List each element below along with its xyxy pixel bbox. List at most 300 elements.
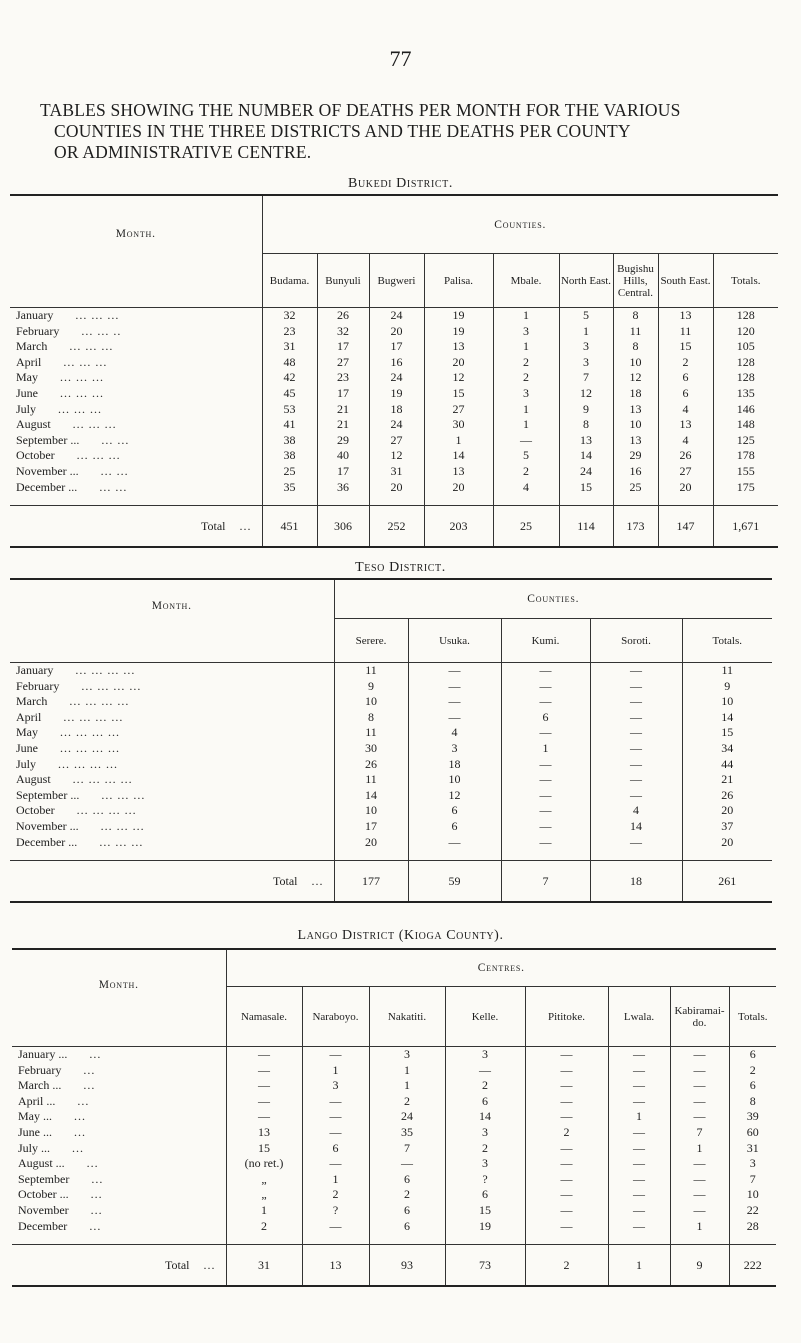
value-cell: 25	[493, 506, 559, 548]
value-cell: 1	[302, 1063, 369, 1079]
value-cell: 31	[262, 339, 317, 355]
spacer-cell	[658, 495, 713, 506]
value-cell: 17	[334, 819, 408, 835]
month-cell	[10, 339, 262, 355]
teso-month-header: Month.	[10, 579, 334, 663]
value-cell: 8	[613, 339, 658, 355]
value-cell: 6	[302, 1141, 369, 1157]
month-name: August	[16, 417, 51, 432]
value-cell: —	[670, 1063, 729, 1079]
value-cell: 12	[559, 386, 613, 402]
value-cell: 8	[559, 417, 613, 433]
value-cell: 15	[226, 1141, 302, 1157]
value-cell: —	[590, 741, 682, 757]
value-cell: 1	[493, 402, 559, 418]
value-cell: 173	[613, 506, 658, 548]
value-cell: —	[670, 1187, 729, 1203]
teso-col-header: Soroti.	[590, 619, 682, 663]
value-cell: 12	[613, 370, 658, 386]
value-cell: 48	[262, 355, 317, 371]
value-cell: 17	[317, 386, 369, 402]
page-heading	[40, 100, 780, 163]
leader-dots: ...	[83, 1062, 96, 1077]
value-cell: 17	[317, 464, 369, 480]
value-cell: —	[226, 1047, 302, 1063]
value-cell: —	[590, 835, 682, 851]
total-label: Total	[165, 1257, 190, 1272]
table-row	[10, 741, 772, 757]
leader-dots: ... ...	[100, 463, 129, 478]
value-cell: 21	[317, 417, 369, 433]
table-row	[10, 663, 772, 679]
value-cell: 39	[729, 1109, 776, 1125]
table-row	[12, 1187, 776, 1203]
lango-col-header: Namasale.	[226, 987, 302, 1047]
spacer-cell	[590, 850, 682, 861]
table-row	[10, 464, 778, 480]
month-name: January	[16, 663, 54, 677]
value-cell: —	[525, 1094, 608, 1110]
leader-dots: ... ... ... ...	[69, 694, 130, 709]
spacer-cell	[613, 495, 658, 506]
month-name: March	[16, 694, 48, 709]
teso-body	[10, 663, 772, 903]
value-cell: 3	[559, 339, 613, 355]
value-cell: 6	[408, 803, 501, 819]
teso-total-row	[10, 861, 772, 903]
month-cell	[10, 679, 334, 695]
value-cell: —	[525, 1109, 608, 1125]
lango-total-row	[12, 1245, 776, 1287]
value-cell: 203	[424, 506, 493, 548]
lango-col-header: Totals.	[729, 987, 776, 1047]
value-cell: 1	[369, 1063, 445, 1079]
value-cell: 20	[682, 803, 772, 819]
leader-dots: ... ... ...	[69, 339, 114, 354]
value-cell: 45	[262, 386, 317, 402]
value-cell: 7	[729, 1172, 776, 1188]
value-cell: 15	[424, 386, 493, 402]
month-cell	[10, 788, 334, 804]
spacer-cell	[369, 495, 424, 506]
table-row	[12, 1125, 776, 1141]
value-cell: 36	[317, 480, 369, 496]
value-cell: —	[608, 1047, 670, 1063]
month-name: February	[16, 678, 60, 693]
value-cell: 13	[658, 417, 713, 433]
month-name: January	[16, 308, 54, 322]
value-cell: 59	[408, 861, 501, 903]
lango-col-header: Nakatiti.	[369, 987, 445, 1047]
value-cell: 2	[525, 1125, 608, 1141]
table-row	[10, 480, 778, 496]
value-cell: 3	[445, 1156, 525, 1172]
table-row	[10, 788, 772, 804]
table-row	[12, 1063, 776, 1079]
value-cell: 2	[493, 370, 559, 386]
spacer-cell	[10, 850, 334, 861]
leader-dots: ...	[83, 1078, 96, 1093]
lango-col-header: Naraboyo.	[302, 987, 369, 1047]
value-cell: 27	[317, 355, 369, 371]
month-cell	[12, 1047, 226, 1063]
spacer-cell	[493, 495, 559, 506]
value-cell: 38	[262, 448, 317, 464]
value-cell: 1	[670, 1141, 729, 1157]
value-cell: —	[590, 757, 682, 773]
value-cell: 12	[424, 370, 493, 386]
value-cell: 20	[369, 480, 424, 496]
month-cell	[10, 819, 334, 835]
bukedi-col-header: Bunyuli	[317, 254, 369, 308]
leader-dots: ... ... ...	[99, 834, 144, 849]
value-cell: —	[408, 694, 501, 710]
value-cell: 6	[369, 1172, 445, 1188]
leader-dots: ... ... ... ...	[60, 725, 120, 740]
lango-table	[12, 948, 776, 1287]
leader-dots: ...	[90, 1202, 103, 1217]
month-cell	[10, 355, 262, 371]
value-cell: 42	[262, 370, 317, 386]
value-cell: 32	[262, 308, 317, 324]
value-cell: 3	[408, 741, 501, 757]
month-cell	[12, 1141, 226, 1157]
value-cell: 34	[682, 741, 772, 757]
value-cell: 29	[317, 433, 369, 449]
value-cell: 10	[334, 694, 408, 710]
value-cell: 25	[262, 464, 317, 480]
month-name: July	[16, 756, 37, 771]
leader-dots: ... ... ... ...	[58, 756, 119, 771]
value-cell: 8	[613, 308, 658, 324]
value-cell: —	[608, 1219, 670, 1235]
month-cell	[12, 1078, 226, 1094]
lango-caption: Lango District (Kioga County).	[297, 928, 504, 943]
value-cell: —	[590, 694, 682, 710]
table-row	[10, 710, 772, 726]
month-name: June	[16, 385, 38, 400]
value-cell: 6	[369, 1219, 445, 1235]
bukedi-caption: Bukedi District.	[348, 176, 453, 191]
value-cell: 6	[445, 1187, 525, 1203]
month-cell	[10, 663, 334, 679]
value-cell: 20	[424, 355, 493, 371]
value-cell: „	[226, 1172, 302, 1188]
month-cell	[12, 1109, 226, 1125]
value-cell: 120	[713, 324, 778, 340]
month-cell	[12, 1156, 226, 1172]
value-cell: —	[302, 1109, 369, 1125]
leader-dots: ...	[86, 1156, 99, 1171]
value-cell: 2	[525, 1245, 608, 1287]
value-cell: —	[226, 1063, 302, 1079]
table-row	[10, 448, 778, 464]
value-cell: 3	[559, 355, 613, 371]
month-name: May	[16, 370, 38, 385]
month-name: October ...	[18, 1187, 69, 1202]
value-cell: 23	[262, 324, 317, 340]
spacer-cell	[424, 495, 493, 506]
month-name: November ...	[16, 463, 79, 478]
value-cell: —	[670, 1047, 729, 1063]
value-cell: —	[590, 710, 682, 726]
value-cell: 261	[682, 861, 772, 903]
value-cell: 2	[369, 1094, 445, 1110]
value-cell: —	[501, 819, 590, 835]
value-cell: 24	[559, 464, 613, 480]
value-cell: 13	[302, 1245, 369, 1287]
value-cell: (no ret.)	[226, 1156, 302, 1172]
value-cell: 5	[493, 448, 559, 464]
value-cell: 14	[334, 788, 408, 804]
leader-dots: ...	[89, 1218, 102, 1233]
value-cell: 2	[658, 355, 713, 371]
bukedi-body	[10, 308, 778, 548]
lango-col-header: Kelle.	[445, 987, 525, 1047]
month-name: June	[16, 740, 38, 755]
value-cell: 22	[729, 1203, 776, 1219]
value-cell: 14	[424, 448, 493, 464]
value-cell: 44	[682, 757, 772, 773]
spacer-cell	[334, 850, 408, 861]
value-cell: 2	[302, 1187, 369, 1203]
leader-dots: ... ... ...	[101, 787, 146, 802]
month-name: August ...	[18, 1156, 65, 1171]
value-cell: 1	[670, 1219, 729, 1235]
leader-dots: ... ... ..	[81, 323, 122, 338]
value-cell: 38	[262, 433, 317, 449]
value-cell: 4	[590, 803, 682, 819]
value-cell: —	[608, 1125, 670, 1141]
value-cell: 31	[226, 1245, 302, 1287]
total-label: Total	[201, 518, 226, 533]
total-label: Total	[273, 873, 298, 888]
value-cell: —	[501, 725, 590, 741]
bukedi-col-header: Bugishu Hills, Central.	[613, 254, 658, 308]
month-name: May ...	[18, 1109, 52, 1124]
teso-col-header: Serere.	[334, 619, 408, 663]
value-cell: ?	[302, 1203, 369, 1219]
total-label-cell	[10, 506, 262, 548]
value-cell: —	[590, 772, 682, 788]
month-name: March ...	[18, 1078, 62, 1093]
table-row	[10, 679, 772, 695]
table-row	[12, 1047, 776, 1063]
value-cell: 7	[369, 1141, 445, 1157]
value-cell: 31	[729, 1141, 776, 1157]
value-cell: 2	[226, 1219, 302, 1235]
value-cell: 3	[493, 386, 559, 402]
value-cell: 8	[729, 1094, 776, 1110]
value-cell: —	[590, 679, 682, 695]
leader-dots: ... ... ... ...	[72, 772, 133, 787]
table-row	[12, 1203, 776, 1219]
value-cell: 26	[317, 308, 369, 324]
value-cell: 2	[445, 1141, 525, 1157]
leader-dots: ...	[77, 1093, 90, 1108]
leader-dots: ... ... ... ...	[75, 663, 136, 677]
value-cell: —	[608, 1063, 670, 1079]
table-row	[10, 324, 778, 340]
leader-dots: ...	[74, 1124, 86, 1139]
lango-col-header: Pititoke.	[525, 987, 608, 1047]
value-cell: 6	[658, 386, 713, 402]
value-cell: —	[369, 1156, 445, 1172]
value-cell: 11	[682, 663, 772, 679]
leader-dots: ... ... ...	[58, 401, 103, 416]
value-cell: 13	[226, 1125, 302, 1141]
table-row	[10, 386, 778, 402]
month-cell	[10, 772, 334, 788]
value-cell: 25	[613, 480, 658, 496]
bukedi-counties-header: Counties.	[262, 195, 778, 254]
value-cell: —	[608, 1094, 670, 1110]
value-cell: 3	[369, 1047, 445, 1063]
value-cell: —	[670, 1094, 729, 1110]
value-cell: 306	[317, 506, 369, 548]
spacer-cell	[317, 495, 369, 506]
bukedi-total-row	[10, 506, 778, 548]
month-cell	[10, 386, 262, 402]
teso-col-header: Usuka.	[408, 619, 501, 663]
value-cell: 19	[369, 386, 424, 402]
value-cell: 15	[445, 1203, 525, 1219]
value-cell: 146	[713, 402, 778, 418]
month-cell	[10, 835, 334, 851]
value-cell: 27	[369, 433, 424, 449]
value-cell: 37	[682, 819, 772, 835]
value-cell: 16	[369, 355, 424, 371]
value-cell: 7	[559, 370, 613, 386]
month-cell	[12, 1094, 226, 1110]
value-cell: 31	[369, 464, 424, 480]
value-cell: —	[226, 1109, 302, 1125]
value-cell: —	[525, 1141, 608, 1157]
value-cell: 135	[713, 386, 778, 402]
table-row	[10, 339, 778, 355]
value-cell: 6	[445, 1094, 525, 1110]
value-cell: 20	[334, 835, 408, 851]
value-cell: —	[670, 1172, 729, 1188]
table-row	[10, 370, 778, 386]
value-cell: —	[590, 725, 682, 741]
value-cell: 13	[424, 464, 493, 480]
value-cell: 19	[424, 324, 493, 340]
leader-dots: ...	[74, 1109, 86, 1124]
table-row	[12, 1172, 776, 1188]
value-cell: —	[590, 788, 682, 804]
value-cell: —	[302, 1125, 369, 1141]
value-cell: 26	[682, 788, 772, 804]
month-cell	[10, 448, 262, 464]
value-cell: 1	[493, 339, 559, 355]
bukedi-table	[10, 194, 778, 548]
spacer-cell	[501, 850, 590, 861]
value-cell: 1	[493, 417, 559, 433]
table-row	[10, 402, 778, 418]
value-cell: 10	[334, 803, 408, 819]
value-cell: 177	[334, 861, 408, 903]
value-cell: 35	[369, 1125, 445, 1141]
value-cell: 20	[682, 835, 772, 851]
leader-dots: ... ... ...	[76, 448, 121, 463]
value-cell: —	[302, 1219, 369, 1235]
value-cell: —	[670, 1156, 729, 1172]
value-cell: 6	[729, 1078, 776, 1094]
value-cell: 6	[658, 370, 713, 386]
table-row	[12, 1078, 776, 1094]
value-cell: 451	[262, 506, 317, 548]
leader-dots: ... ... ... ...	[81, 678, 142, 693]
month-name: December ...	[16, 479, 78, 494]
value-cell: 24	[369, 308, 424, 324]
month-cell	[10, 324, 262, 340]
spacer-cell	[729, 1234, 776, 1245]
teso-col-header: Kumi.	[501, 619, 590, 663]
value-cell: 14	[590, 819, 682, 835]
value-cell: 15	[559, 480, 613, 496]
value-cell: 114	[559, 506, 613, 548]
value-cell: 17	[317, 339, 369, 355]
value-cell: —	[525, 1063, 608, 1079]
value-cell: 6	[369, 1203, 445, 1219]
value-cell: —	[525, 1203, 608, 1219]
value-cell: 18	[369, 402, 424, 418]
value-cell: 222	[729, 1245, 776, 1287]
value-cell: 105	[713, 339, 778, 355]
month-cell	[10, 433, 262, 449]
value-cell: 60	[729, 1125, 776, 1141]
value-cell: —	[608, 1078, 670, 1094]
leader-dots: ...	[91, 1171, 104, 1186]
lango-body	[12, 1047, 776, 1287]
table-row	[12, 1094, 776, 1110]
month-name: May	[16, 725, 38, 740]
value-cell: 11	[658, 324, 713, 340]
value-cell: 12	[369, 448, 424, 464]
value-cell: 11	[334, 772, 408, 788]
month-name: September ...	[16, 432, 80, 447]
value-cell: 4	[658, 402, 713, 418]
total-label-cell	[10, 861, 334, 903]
month-name: June ...	[18, 1124, 52, 1139]
leader-dots: ...	[311, 873, 324, 888]
value-cell: —	[608, 1187, 670, 1203]
value-cell: 2	[445, 1078, 525, 1094]
table-row	[10, 355, 778, 371]
lango-centres-header: Centres.	[226, 949, 776, 987]
month-name: December	[18, 1218, 68, 1233]
heading-line-1: TABLES SHOWING THE NUMBER OF DEATHS PER MONTH FOR THE VARIOUS	[40, 100, 681, 120]
value-cell: 6	[501, 710, 590, 726]
bukedi-col-header: South East.	[658, 254, 713, 308]
value-cell: 13	[613, 433, 658, 449]
leader-dots: ... ...	[99, 479, 128, 494]
month-cell	[10, 308, 262, 324]
value-cell: 24	[369, 1109, 445, 1125]
leader-dots: ...	[90, 1187, 103, 1202]
bukedi-col-header: Bugweri	[369, 254, 424, 308]
value-cell: 128	[713, 308, 778, 324]
month-cell	[10, 694, 334, 710]
value-cell: —	[525, 1156, 608, 1172]
leader-dots: ... ... ... ...	[76, 803, 137, 818]
table-row	[12, 1156, 776, 1172]
teso-table	[10, 578, 772, 903]
month-name: November ...	[16, 818, 79, 833]
value-cell: 175	[713, 480, 778, 496]
value-cell: 19	[424, 308, 493, 324]
